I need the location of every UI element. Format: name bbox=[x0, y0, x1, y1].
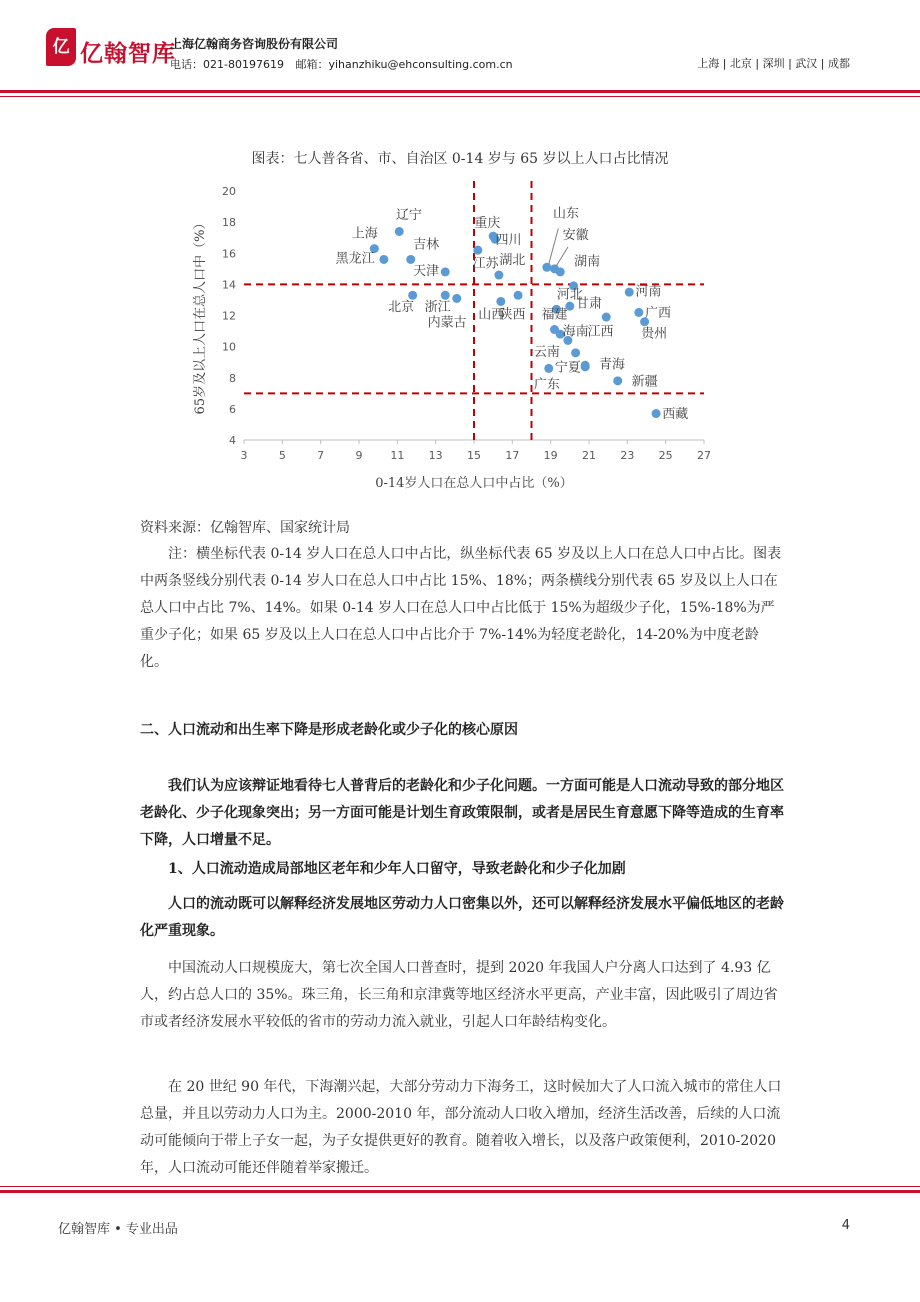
point-label: 内蒙古 bbox=[427, 315, 467, 331]
y-axis-title: 65岁及以上人口在总人口中（%） bbox=[193, 216, 208, 415]
data-point bbox=[634, 308, 643, 317]
point-label: 山东 bbox=[552, 206, 580, 222]
leader-line bbox=[556, 247, 568, 266]
scatter-chart bbox=[0, 0, 920, 500]
paragraph-bold-1: 我们认为应该辩证地看待七人普背后的老龄化和少子化问题。一方面可能是人口流动导致的部分地区老龄化、少子化现象突出；另一方面可能是计划生育政策限制，或者是居民生育意愿下降等造成的生育率下降，人口增量不足。 bbox=[140, 778, 784, 848]
point-label: 江苏 bbox=[472, 256, 499, 272]
email: 邮箱：yihanzhiku@ehconsulting.com.cn bbox=[295, 58, 513, 71]
section-heading: 二、人口流动和出生率下降是形成老龄化或少子化的核心原因 bbox=[140, 722, 518, 738]
paragraph-bold-2: 人口的流动既可以解释经济发展地区劳动力人口密集以外，还可以解释经济发展水平偏低地区的老龄化严重现象。 bbox=[140, 896, 784, 939]
x-tick-label: 13 bbox=[428, 449, 443, 462]
point-label: 甘肃 bbox=[575, 296, 603, 312]
y-tick-label: 12 bbox=[222, 309, 236, 323]
point-label: 新疆 bbox=[631, 374, 658, 390]
point-label: 湖北 bbox=[499, 253, 526, 269]
data-point bbox=[395, 227, 404, 236]
chart-note: 注：横坐标代表 0-14 岁人口在总人口中占比，纵坐标代表 65 岁及以上人口在总人口中占比。图表中两条竖线分别代表 0-14 岁人口在总人口中占比 15%、18%；两条横线分别代表 65 岁及以上人口在总人口中占比 7%、14%。如果 0-14 岁人口在总人口中占比低于 15%为超级少子化，15%-18%为严重少子化；如果 65 岁及以上人口在总人口中占比介于 7%-14%为轻度老龄化，14-20%为中度老龄化。 bbox=[140, 546, 782, 670]
data-point bbox=[441, 291, 450, 300]
x-tick-label: 3 bbox=[240, 449, 248, 462]
logo-mark: 亿 bbox=[46, 28, 76, 66]
y-tick-label: 16 bbox=[222, 247, 236, 261]
point-label: 四川 bbox=[495, 232, 522, 248]
x-tick-label: 7 bbox=[317, 449, 325, 462]
x-tick-label: 25 bbox=[658, 449, 673, 462]
point-label: 上海 bbox=[351, 226, 378, 242]
point-label: 安徽 bbox=[562, 228, 589, 244]
point-label: 黑龙江 bbox=[335, 251, 375, 267]
company-name: 上海亿翰商务咨询股份有限公司 bbox=[170, 37, 339, 51]
point-label: 福建 bbox=[541, 307, 568, 323]
point-label: 河南 bbox=[635, 284, 662, 300]
point-label: 天津 bbox=[413, 264, 440, 280]
footer-rule bbox=[0, 1190, 920, 1193]
y-tick-label: 8 bbox=[229, 371, 236, 385]
data-point bbox=[452, 294, 461, 303]
point-label: 广西 bbox=[644, 306, 672, 322]
x-axis-title: 0-14岁人口在总人口中占比（%） bbox=[375, 476, 573, 491]
y-tick-label: 20 bbox=[222, 185, 236, 198]
point-label: 重庆 bbox=[474, 215, 501, 231]
leader-line bbox=[549, 228, 559, 264]
paragraph-3: 中国流动人口规模庞大，第七次全国人口普查时，提到 2020 年我国人户分离人口达到了 4.93 亿人，约占总人口的 35%。珠三角，长三角和京津冀等地区经济水平更高，产业丰富，因此吸引了周边省市或者经济发展水平较低的省市的劳动力流入就业，引起人口年龄结构变化。 bbox=[140, 960, 778, 1030]
data-point bbox=[406, 255, 415, 264]
data-point bbox=[652, 409, 661, 418]
data-point bbox=[613, 376, 622, 385]
data-point bbox=[542, 263, 551, 272]
point-label: 云南 bbox=[533, 344, 560, 360]
point-label: 宁夏 bbox=[554, 360, 581, 376]
point-label: 湖南 bbox=[574, 254, 601, 270]
phone: 电话：021-80197619 bbox=[170, 58, 284, 71]
y-tick-label: 18 bbox=[222, 216, 236, 230]
point-label: 浙江 bbox=[424, 299, 451, 315]
x-tick-label: 27 bbox=[697, 449, 711, 462]
point-label: 贵州 bbox=[641, 326, 668, 342]
brand-name: 亿翰智库 bbox=[80, 41, 176, 67]
sub-heading: 1、人口流动造成局部地区老年和少年人口留守，导致老龄化和少子化加剧 bbox=[168, 861, 626, 877]
point-label: 广东 bbox=[533, 377, 560, 393]
x-tick-label: 11 bbox=[390, 449, 405, 462]
point-label: 吉林 bbox=[413, 237, 440, 253]
data-point bbox=[625, 288, 634, 297]
x-tick-label: 15 bbox=[467, 449, 481, 462]
data-point bbox=[602, 313, 611, 322]
data-point bbox=[556, 267, 565, 276]
x-tick-label: 21 bbox=[582, 449, 596, 462]
data-point bbox=[544, 364, 553, 373]
chart-title: 图表：七人普各省、市、自治区 0-14 岁与 65 岁以上人口占比情况 bbox=[251, 151, 669, 167]
y-tick-label: 4 bbox=[229, 434, 236, 447]
point-label: 北京 bbox=[388, 299, 415, 315]
footer-tagline: 亿翰智库 • 专业出品 bbox=[58, 1222, 178, 1237]
point-label: 西藏 bbox=[662, 407, 689, 423]
point-label: 江西 bbox=[587, 324, 614, 340]
y-tick-label: 10 bbox=[222, 340, 236, 354]
data-point bbox=[496, 297, 505, 306]
page-number: 4 bbox=[841, 1218, 850, 1233]
data-point bbox=[514, 291, 523, 300]
point-label: 辽宁 bbox=[395, 208, 422, 224]
footer-rule-thin bbox=[0, 1186, 920, 1187]
data-point bbox=[571, 348, 580, 357]
point-label: 青海 bbox=[598, 357, 626, 373]
data-point bbox=[441, 267, 450, 276]
data-point bbox=[473, 246, 482, 255]
data-point bbox=[408, 291, 417, 300]
x-tick-label: 9 bbox=[355, 449, 363, 462]
y-tick-label: 6 bbox=[229, 402, 236, 416]
source-note: 资料来源：亿翰智库、国家统计局 bbox=[140, 520, 350, 536]
x-tick-label: 17 bbox=[505, 449, 520, 462]
paragraph-4: 在 20 世纪 90 年代，下海潮兴起，大部分劳动力下海务工，这时候加大了人口流入城市的常住人口总量，并且以劳动力人口为主。2000-2010 年，部分流动人口收入增加，经济生活改善，后续的人口流动可能倾向于带上子女一起，为子女提供更好的教育。随着收入增长，以及落户政策便利，2010-2020 年，人口流动可能还伴随着举家搬迁。 bbox=[140, 1079, 782, 1176]
x-tick-label: 5 bbox=[278, 449, 286, 462]
point-label: 海南 bbox=[562, 324, 589, 340]
point-label: 陕西 bbox=[499, 307, 526, 323]
data-point bbox=[379, 255, 388, 264]
x-tick-label: 19 bbox=[543, 449, 558, 462]
point-label: 河北 bbox=[556, 287, 583, 303]
y-tick-label: 14 bbox=[222, 278, 236, 292]
office-cities: 上海 | 北京 | 深圳 | 武汉 | 成都 bbox=[697, 57, 850, 70]
data-point bbox=[494, 271, 503, 280]
data-point bbox=[581, 361, 590, 370]
point-label: 山西 bbox=[478, 307, 505, 323]
x-tick-label: 23 bbox=[620, 449, 635, 462]
